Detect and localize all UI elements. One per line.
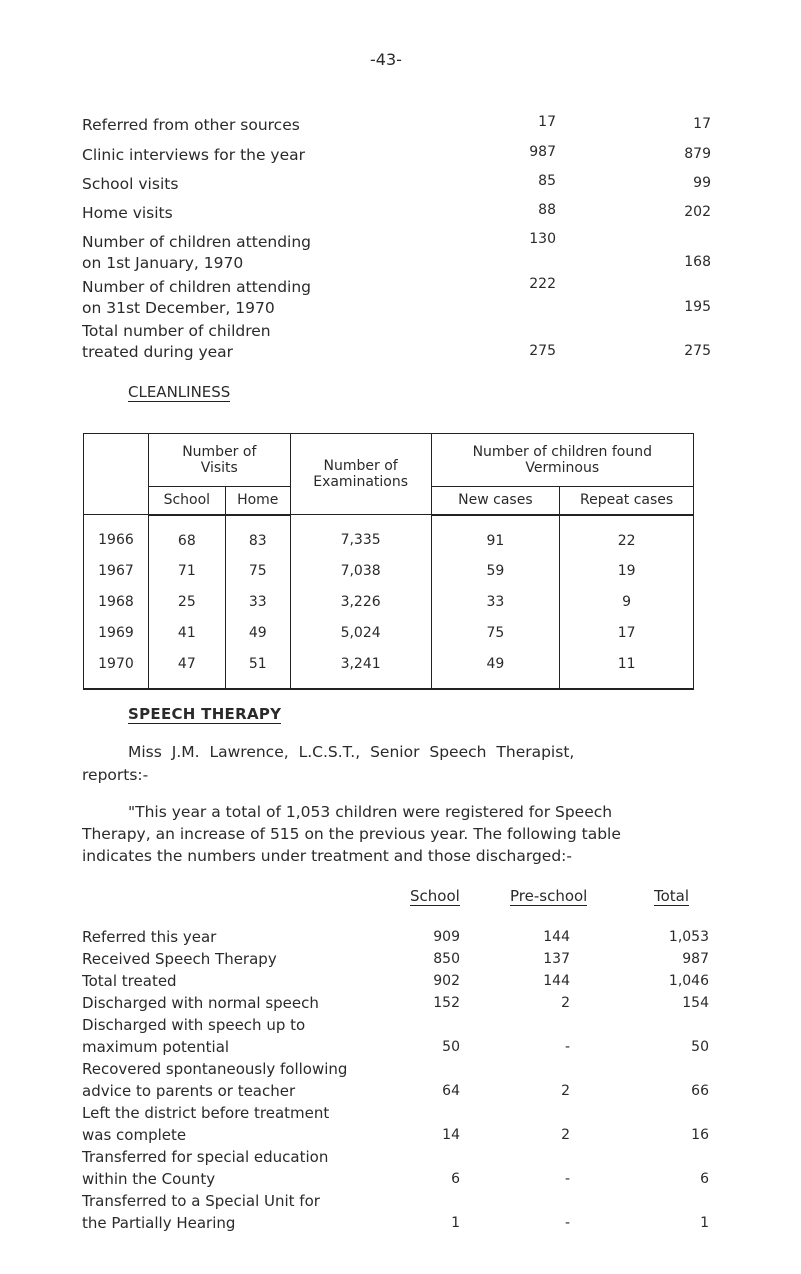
speech-value-total: 1,046 xyxy=(668,973,709,989)
cleanliness-cell-new: 49 xyxy=(431,649,560,689)
cleanliness-cell-year: 1970 xyxy=(84,649,149,689)
home-visits-header: Home xyxy=(225,487,290,515)
cleanliness-cell-exams: 7,335 xyxy=(290,515,431,556)
cleanliness-row xyxy=(84,649,694,689)
summary-value-col2: 195 xyxy=(684,299,711,315)
speech-value-school: 50 xyxy=(442,1039,460,1055)
summary-row-label: treated during year xyxy=(82,343,234,361)
summary-row-label: Number of children attending xyxy=(82,278,311,296)
exams-header: Number of Examinations xyxy=(290,434,431,515)
speech-value-school: 6 xyxy=(451,1171,460,1187)
speech-value-total: 1,053 xyxy=(668,929,709,945)
cleanliness-row xyxy=(84,556,694,587)
summary-value-col2: 275 xyxy=(684,343,711,359)
speech-value-school: 909 xyxy=(433,929,460,945)
cleanliness-cell-new: 91 xyxy=(431,515,560,556)
school-visits-header: School xyxy=(148,487,225,515)
summary-row-label: Referred from other sources xyxy=(82,116,300,134)
speech-value-total: 6 xyxy=(700,1171,709,1187)
cleanliness-row xyxy=(84,618,694,649)
summary-value-col1: 222 xyxy=(529,276,556,292)
cleanliness-cell-exams: 5,024 xyxy=(290,618,431,649)
summary-value-col1: 17 xyxy=(538,114,556,130)
speech-row-label: Total treated xyxy=(82,972,177,990)
cleanliness-cell-home: 33 xyxy=(225,587,290,618)
speech-row-label: Transferred for special education xyxy=(82,1148,329,1166)
cleanliness-table xyxy=(83,433,694,690)
summary-row-label: on 1st January, 1970 xyxy=(82,254,244,272)
summary-value-col2: 168 xyxy=(684,254,711,270)
cleanliness-cell-home: 83 xyxy=(225,515,290,556)
speech-row-label: Discharged with normal speech xyxy=(82,994,319,1012)
speech-value-pre: - xyxy=(564,1215,570,1231)
summary-row-label: Number of children attending xyxy=(82,233,311,251)
cleanliness-row xyxy=(84,587,694,618)
speech-row-label: Transferred to a Special Unit for xyxy=(82,1192,320,1210)
speech-value-pre: 2 xyxy=(561,995,570,1011)
speech-value-school: 850 xyxy=(433,951,460,967)
speech-value-school: 64 xyxy=(442,1083,460,1099)
cleanliness-cell-exams: 7,038 xyxy=(290,556,431,587)
speech-value-total: 154 xyxy=(682,995,709,1011)
summary-value-col1: 130 xyxy=(529,231,556,247)
cleanliness-cell-new: 33 xyxy=(431,587,560,618)
speech-row-label: was complete xyxy=(82,1126,187,1144)
cleanliness-cell-school: 47 xyxy=(148,649,225,689)
repeat-cases-header: Repeat cases xyxy=(560,487,694,515)
summary-row-label: Total number of children xyxy=(82,322,271,340)
summary-value-col1: 85 xyxy=(538,173,556,189)
cleanliness-cell-repeat: 17 xyxy=(560,618,694,649)
summary-value-col2: 879 xyxy=(684,146,711,162)
summary-value-col2: 17 xyxy=(693,116,711,132)
speech-value-pre: 2 xyxy=(561,1083,570,1099)
speech-therapy-heading: SPEECH THERAPY xyxy=(128,705,282,723)
cleanliness-row xyxy=(84,515,694,556)
visits-header: Number of Visits xyxy=(148,434,290,487)
cleanliness-cell-exams: 3,226 xyxy=(290,587,431,618)
speech-row-label: Discharged with speech up to xyxy=(82,1016,306,1034)
speech-value-pre: 2 xyxy=(561,1127,570,1143)
new-cases-header: New cases xyxy=(431,487,560,515)
speech-value-school: 902 xyxy=(433,973,460,989)
cleanliness-cell-exams: 3,241 xyxy=(290,649,431,689)
cleanliness-cell-year: 1966 xyxy=(84,515,149,556)
cleanliness-cell-school: 41 xyxy=(148,618,225,649)
speech-value-pre: - xyxy=(564,1171,570,1187)
cleanliness-cell-home: 51 xyxy=(225,649,290,689)
paragraph-line-2: Therapy, an increase of 515 on the previous year. The following table xyxy=(82,825,621,843)
summary-row-label: Clinic interviews for the year xyxy=(82,146,306,164)
speech-value-school: 1 xyxy=(451,1215,460,1231)
summary-row-label: School visits xyxy=(82,175,179,193)
speech-row-label: Received Speech Therapy xyxy=(82,950,277,968)
cleanliness-cell-year: 1969 xyxy=(84,618,149,649)
speech-value-total: 66 xyxy=(691,1083,709,1099)
speech-value-total: 50 xyxy=(691,1039,709,1055)
speech-row-label: Referred this year xyxy=(82,928,217,946)
cleanliness-cell-year: 1968 xyxy=(84,587,149,618)
cleanliness-cell-home: 49 xyxy=(225,618,290,649)
speech-value-school: 14 xyxy=(442,1127,460,1143)
summary-value-col1: 275 xyxy=(529,343,556,359)
speech-row-label: within the County xyxy=(82,1170,216,1188)
speech-row-label: Recovered spontaneously following xyxy=(82,1060,348,1078)
speech-row-label: Left the district before treatment xyxy=(82,1104,330,1122)
cleanliness-cell-repeat: 9 xyxy=(560,587,694,618)
speech-value-pre: 137 xyxy=(543,951,570,967)
cleanliness-cell-new: 59 xyxy=(431,556,560,587)
summary-row-label: on 31st December, 1970 xyxy=(82,299,275,317)
cleanliness-cell-home: 75 xyxy=(225,556,290,587)
cleanliness-cell-school: 25 xyxy=(148,587,225,618)
preschool-column-header: Pre-school xyxy=(510,887,588,905)
verminous-header: Number of children found Verminous xyxy=(431,434,693,487)
cleanliness-heading: CLEANLINESS xyxy=(128,383,231,401)
summary-value-col2: 99 xyxy=(693,175,711,191)
cleanliness-cell-repeat: 22 xyxy=(560,515,694,556)
cleanliness-cell-repeat: 19 xyxy=(560,556,694,587)
paragraph-line-1: "This year a total of 1,053 children were registered for Speech xyxy=(128,803,613,821)
speech-value-school: 152 xyxy=(433,995,460,1011)
cleanliness-cell-repeat: 11 xyxy=(560,649,694,689)
speech-value-pre: - xyxy=(564,1039,570,1055)
summary-value-col1: 88 xyxy=(538,202,556,218)
speech-row-label: advice to parents or teacher xyxy=(82,1082,296,1100)
cleanliness-cell-new: 75 xyxy=(431,618,560,649)
summary-value-col2: 202 xyxy=(684,204,711,220)
speech-row-label: maximum potential xyxy=(82,1038,230,1056)
school-column-header: School xyxy=(410,887,460,905)
cleanliness-cell-school: 68 xyxy=(148,515,225,556)
speech-value-total: 1 xyxy=(700,1215,709,1231)
speech-value-pre: 144 xyxy=(543,973,570,989)
speech-value-total: 16 xyxy=(691,1127,709,1143)
speech-value-pre: 144 xyxy=(543,929,570,945)
speech-row-label: the Partially Hearing xyxy=(82,1214,236,1232)
intro-line-1: Miss J.M. Lawrence, L.C.S.T., Senior Speech Therapist, xyxy=(128,743,575,761)
cleanliness-cell-year: 1967 xyxy=(84,556,149,587)
speech-value-total: 987 xyxy=(682,951,709,967)
intro-line-2: reports:- xyxy=(82,766,149,784)
paragraph-line-3: indicates the numbers under treatment and those discharged:- xyxy=(82,847,572,865)
year-header-cell xyxy=(84,434,149,515)
summary-row-label: Home visits xyxy=(82,204,173,222)
cleanliness-cell-school: 71 xyxy=(148,556,225,587)
total-column-header: Total xyxy=(654,887,690,905)
summary-value-col1: 987 xyxy=(529,144,556,160)
page-number: -43- xyxy=(370,50,402,69)
